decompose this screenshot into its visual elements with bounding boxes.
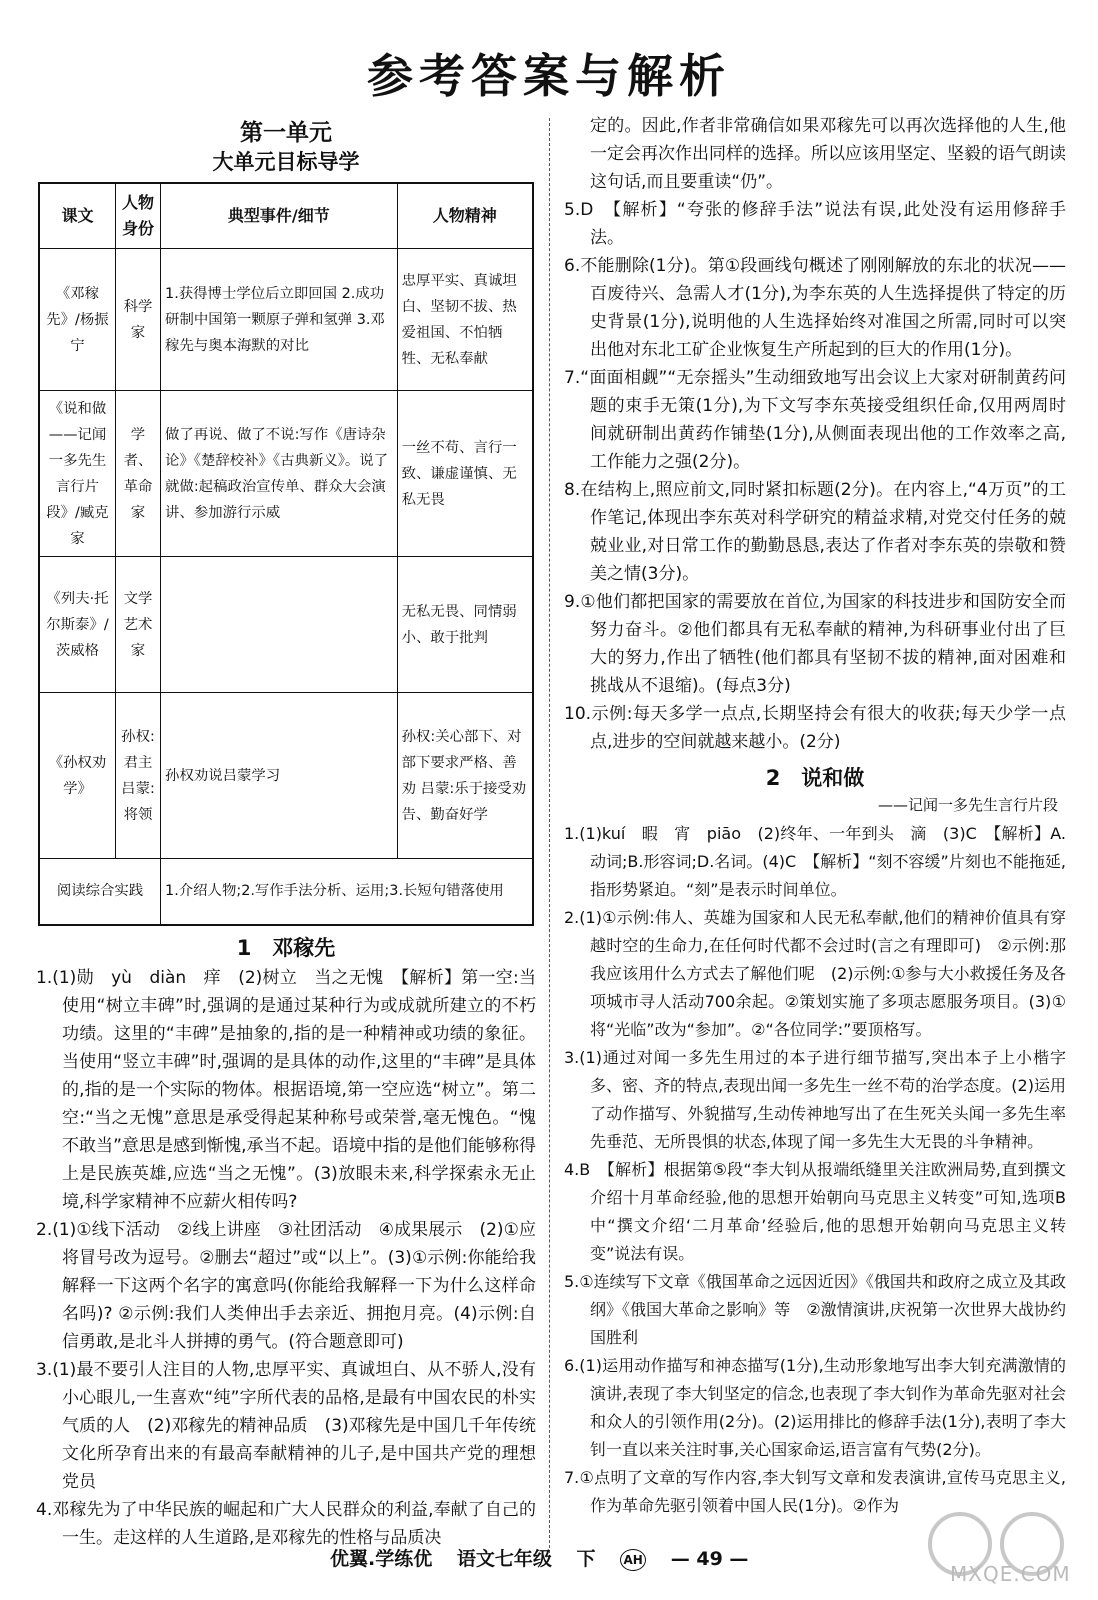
section-subtitle: ——记闻一多先生言行片段 [877,796,1058,814]
answer-item: 定的。因此,作者非常确信如果邓稼先可以再次选择他的人生,他一定会再次作出同样的选择。所以应该用坚定、坚毅的语气朗读这句话,而且要重读“仍”。 [590,116,1066,192]
answer-item: 9.①他们都把国家的需要放在首位,为国家的科技进步和国防安全而努力奋斗。②他们都具有无私奉献的精神,为科研事业付出了巨大的努力,作出了牺牲(他们都具有坚韧不拔的精神,面对困难和挑战从不退缩)。(每点3分) [564,592,1066,696]
table-cell-events [161,557,398,693]
table-cell-events: 做了再说、做了不说:写作《唐诗杂论》《楚辞校补》《古典新义》。说了就做:起稿政治宣传单、群众大会演讲、参加游行示威 [161,391,398,557]
page-title: 参考答案与解析 [367,49,731,103]
table-cell-text: 《孙权劝学》 [39,693,115,859]
answer-item: 6.(1)运用动作描写和神态描写(1分),生动形象地写出李大钊充满激情的演讲,表现了李大钊坚定的信念,也表现了李大钊作为革命先驱对社会和众人的引领作用(2分)。(2)运用排比的修辞手法(1分),表明了李大钊一直以来关注时事,关心国家命运,语言富有气势(2分)。 [564,1356,1066,1459]
answer-item: 2.(1)①示例:伟人、英雄为国家和人民无私奉献,他们的精神价值具有穿越时空的生命力,在任何时代都不会过时(言之有理即可) ②示例:那我应该用什么方式去了解他们呢 (2)示例:①参与大小救援任务及各项城市寻人活动700余起。②策划实施了多项志愿服务项目。(3)①将“光临”改为“参加”。②“各位同学:”要顶格写。 [564,908,1066,1039]
table-header: 人物精神 [397,183,533,249]
table-cell-text: 《列夫·托尔斯泰》/茨威格 [39,557,115,693]
guide-table [38,182,534,926]
footer-term: 下 [576,1548,596,1570]
edition-badge: AH [620,1549,646,1571]
table-cell-events: 孙权劝说吕蒙学习 [161,693,398,859]
table-cell-role: 学者、革命家 [115,391,160,557]
page-footer [330,1546,810,1572]
unit-subtitle: 大单元目标导学 [212,150,360,174]
answer-item: 8.在结构上,照应前文,同时紧扣标题(2分)。在内容上,“4万页”的工作笔记,体现出李东英对科学研究的精益求精,对党交付任务的兢兢业业,对日常工作的勤勤恳恳,表达了作者对李东英的崇敬和赞美之情(3分)。 [564,480,1066,584]
watermark-text: MXQE.COM [950,1562,1071,1586]
table-cell-label: 阅读综合实践 [39,859,161,925]
table-header: 典型事件/细节 [161,183,398,249]
table-row [39,391,533,557]
table-cell-role: 科学家 [115,249,160,391]
page-number: — 49 — [670,1548,749,1570]
table-cell-text: 《邓稼先》/杨振宁 [39,249,115,391]
table-cell-spirit: 一丝不苟、言行一致、谦虚谨慎、无私无畏 [397,391,533,557]
answer-item: 3.(1)最不要引人注目的人物,忠厚平实、真诚坦白、从不骄人,没有小心眼儿,一生喜欢“纯”字所代表的品格,是最有中国农民的朴实气质的人 (2)邓稼先的精神品质 (3)邓稼先是中国几千年传统文化所孕育出来的有最高奉献精神的儿子,是中国共产党的理想党员 [36,1359,536,1492]
answer-item: 4.邓稼先为了中华民族的崛起和广大人民群众的利益,奉献了自己的一生。走这样的人生道路,是邓稼先的性格与品质决 [36,1499,536,1548]
answer-item: 6.不能删除(1分)。第①段画线句概述了刚刚解放的东北的状况——百废待兴、急需人才(1分),为李东英的人生选择提供了特定的历史背景(1分),说明他的人生选择始终对准国之所需,同时可以突出他对东北工矿企业恢复生产所起到的巨大的作用(1分)。 [564,256,1066,360]
table-row [39,249,533,391]
table-cell-spirit: 忠厚平实、真诚坦白、坚韧不拔、热爱祖国、不怕牺牲、无私奉献 [397,249,533,391]
table-row [39,859,533,925]
table-header-row [39,183,533,249]
answer-item: 5.D 【解析】“夸张的修辞手法”说法有误,此处没有运用修辞手法。 [564,200,1066,248]
answer-item: 5.①连续写下文章《俄国革命之远因近因》《俄国共和政府之成立及其政纲》《俄国大革命之影响》等 ②激情演讲,庆祝第一次世界大战协约国胜利 [564,1272,1066,1347]
answer-item: 3.(1)通过对闻一多先生用过的本子进行细节描写,突出本子上小楷字多、密、齐的特点,表现出闻一多先生一丝不苟的治学态度。(2)运用了动作描写、外貌描写,生动传神地写出了在生死关头闻一多先生率先垂范、无所畏惧的状态,体现了闻一多先生大无畏的斗争精神。 [564,1048,1066,1151]
table-cell-spirit: 孙权:关心部下、对部下要求严格、善劝 吕蒙:乐于接受劝告、勤奋好学 [397,693,533,859]
section-title: 2 说和做 [765,766,865,790]
table-row [39,557,533,693]
table-cell-events: 1.获得博士学位后立即回国 2.成功研制中国第一颗原子弹和氢弹 3.邓稼先与奥本海默的对比 [161,249,398,391]
answer-item: 4.B 【解析】根据第⑤段“李大钊从报端纸缝里关注欧洲局势,直到撰文介绍十月革命经验,他的思想开始朝向马克思主义转变”可知,选项B中“撰文介绍‘二月革命’经验后,他的思想开始朝向马克思主义转变”说法有误。 [564,1160,1066,1263]
section-title: 1 邓稼先 [236,935,336,960]
answer-item: 1.(1)勋 yù diàn 痒 (2)树立 当之无愧 【解析】第一空:当使用“树立丰碑”时,强调的是通过某种行为或成就所建立的不朽功绩。这里的“丰碑”是抽象的,指的是一种精神或功绩的象征。当使用“竖立丰碑”时,强调的是具体的动作,这里的“丰碑”是具体的,指的是一个实际的物体。根据语境,第一空应选“树立”。第二空:“当之无愧”意思是承受得起某种称号或荣誉,毫无愧色。“愧不敢当”意思是感到惭愧,承当不起。语境中指的是他们能够称得上是民族英雄,应选“当之无愧”。(3)放眼未来,科学探索永无止境,科学家精神不应薪火相传吗? [36,967,536,1212]
table-cell-role: 文学艺术家 [115,557,160,693]
answer-item: 7.“面面相觑”“无奈摇头”生动细致地写出会议上大家对研制黄药问题的束手无策(1分),为下文写李东英接受组织任命,仅用两周时间就研制出黄药作铺垫(1分),从侧面表现出他的工作效率之高,工作能力之强(2分)。 [564,368,1066,472]
table-header: 人物身份 [115,183,160,249]
right-column [564,112,1066,1520]
unit-title: 第一单元 [240,119,332,146]
table-cell-text: 《说和做——记闻一多先生言行片段》/臧克家 [39,391,115,557]
table-cell-spirit: 无私无畏、同情弱小、敢于批判 [397,557,533,693]
answer-item: 10.示例:每天多学一点点,长期坚持会有很大的收获;每天少学一点点,进步的空间就越来越小。(2分) [564,704,1066,752]
footer-subject: 语文七年级 [456,1548,552,1570]
footer-brand: 优翼.学练优 [330,1548,433,1570]
table-cell-role: 孙权:君主 吕蒙:将领 [115,693,160,859]
table-row [39,693,533,859]
column-divider [549,118,550,1558]
answer-item: 7.①点明了文章的写作内容,李大钊写文章和发表演讲,宣传马克思主义,作为革命先驱引领着中国人民(1分)。②作为 [564,1468,1066,1515]
table-cell-content: 1.介绍人物;2.写作手法分析、运用;3.长短句错落使用 [161,859,533,925]
table-header: 课文 [39,183,115,249]
answer-item: 1.(1)kuí 暇 宵 piāo (2)终年、一年到头 滴 (3)C 【解析】A.动词;B.形容词;D.名词。(4)C 【解析】“刻不容缓”片刻也不能拖延,指形势紧迫。“刻”是表示时间单位。 [564,824,1066,899]
left-column [36,118,536,1552]
answer-item: 2.(1)①线下活动 ②线上讲座 ③社团活动 ④成果展示 (2)①应将冒号改为逗号。②删去“超过”或“以上”。(3)①示例:你能给我解释一下这两个名字的寓意吗(你能给我解释一下为什么这样命名吗)? ②示例:我们人类伸出手去亲近、拥抱月亮。(4)示例:自信勇敢,是北斗人拼搏的勇气。(符合题意即可) [36,1219,536,1352]
